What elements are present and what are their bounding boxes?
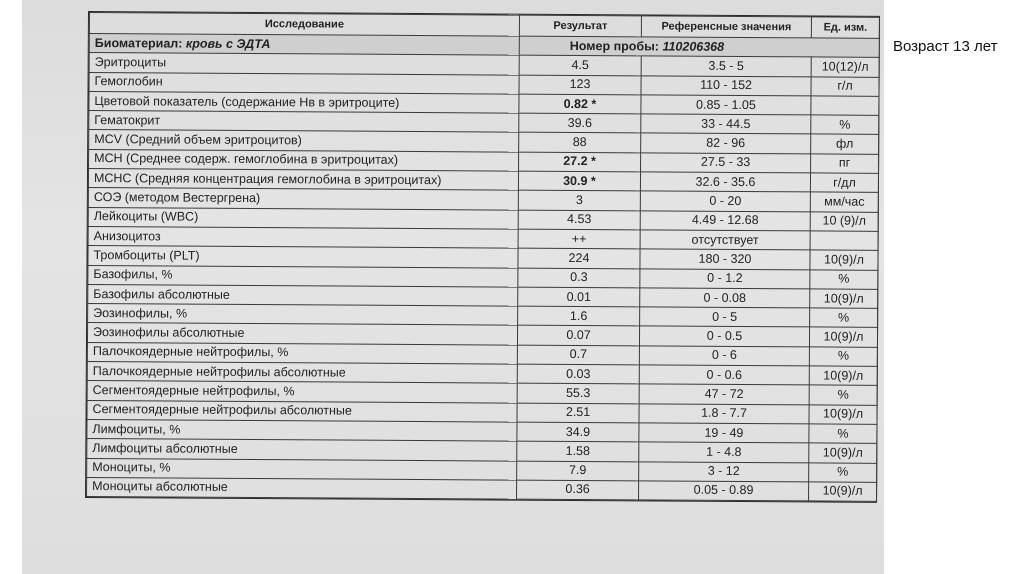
cell-unit: 10(9)/л: [810, 289, 878, 309]
cell-name: MCV (Средний объем эритроцитов): [89, 130, 519, 152]
table-row: [87, 477, 877, 501]
cell-result: 0.7: [517, 345, 639, 365]
header-reference: Референсные значения: [641, 16, 811, 38]
cell-result: 55.3: [517, 383, 639, 403]
cell-reference: 3.5 - 5: [641, 56, 811, 76]
cell-unit: [811, 96, 879, 116]
biomaterial-label: Биоматериал:: [94, 35, 186, 51]
cell-unit: 10(9)/л: [810, 250, 878, 270]
cell-result: 0.03: [517, 364, 639, 384]
cell-name: Эритроциты: [89, 53, 519, 75]
cell-reference: 32.6 - 35.6: [640, 172, 810, 192]
cell-name: Эозинофилы абсолютные: [87, 323, 517, 345]
cell-result: ++: [518, 229, 640, 249]
cell-unit: 10(9)/л: [809, 366, 877, 386]
cell-reference: 1 - 4.8: [639, 442, 809, 462]
cell-result: 27.2 *: [519, 152, 641, 172]
cell-name: Гематокрит: [89, 111, 519, 133]
cell-result: 0.3: [518, 268, 640, 288]
cell-unit: г/дл: [810, 173, 878, 193]
cell-reference: 27.5 - 33: [641, 153, 811, 173]
cell-name: Анизоцитоз: [88, 226, 518, 248]
cell-reference: 0 - 1.2: [640, 268, 810, 288]
cell-reference: 82 - 96: [641, 133, 811, 153]
cell-reference: 0 - 0.5: [639, 326, 809, 346]
header-test: Исследование: [89, 13, 519, 37]
cell-result: 1.58: [517, 441, 639, 461]
cell-reference: 0 - 20: [640, 191, 810, 211]
cell-name: MCH (Среднее содерж. гемоглобина в эритроцитах): [89, 149, 519, 171]
results-table: [86, 12, 880, 502]
cell-name: Палочкоядерные нейтрофилы, %: [87, 342, 517, 364]
cell-name: MCHC (Средняя концентрация гемоглобина в эритроцитах): [88, 169, 518, 191]
cell-name: Палочкоядерные нейтрофилы абсолютные: [87, 362, 517, 384]
cell-unit: 10(9)/л: [809, 405, 877, 425]
cell-unit: 10(9)/л: [809, 327, 877, 347]
cell-result: 0.01: [518, 287, 640, 307]
cell-unit: 10(9)/л: [809, 482, 877, 502]
cell-result: 0.36: [517, 480, 639, 500]
cell-reference: 4.49 - 12.68: [640, 211, 810, 231]
cell-reference: 1.8 - 7.7: [639, 404, 809, 424]
cell-reference: отсутствует: [640, 230, 810, 250]
cell-result: 4.53: [518, 210, 640, 230]
cell-unit: мм/час: [810, 192, 878, 212]
cell-result: 3: [518, 191, 640, 211]
header-result: Результат: [519, 15, 641, 37]
cell-name: Сегментоядерные нейтрофилы абсолютные: [87, 400, 517, 422]
cell-name: Лейкоциты (WBC): [88, 207, 518, 229]
cell-reference: 180 - 320: [640, 249, 810, 269]
cell-reference: 33 - 44.5: [641, 114, 811, 134]
lab-results-sheet: [85, 11, 880, 503]
age-value: 13 лет: [953, 38, 998, 55]
cell-result: 0.82 *: [519, 94, 641, 114]
cell-reference: 3 - 12: [639, 461, 809, 481]
cell-reference: 0 - 0.08: [640, 288, 810, 308]
cell-unit: %: [809, 424, 877, 444]
cell-name: Цветовой показатель (содержание Нв в эритроците): [89, 91, 519, 113]
cell-reference: 0 - 6: [639, 346, 809, 366]
cell-result: 0.07: [517, 326, 639, 346]
cell-unit: [810, 231, 878, 251]
cell-unit: %: [811, 115, 879, 135]
cell-result: 123: [519, 75, 641, 95]
cell-unit: г/л: [811, 77, 879, 97]
cell-name: Сегментоядерные нейтрофилы, %: [87, 381, 517, 403]
sample-label: Номер пробы:: [569, 38, 663, 54]
cell-name: СОЭ (методом Вестергрена): [88, 188, 518, 210]
cell-reference: 0.05 - 0.89: [639, 481, 809, 501]
cell-unit: %: [809, 385, 877, 405]
cell-result: 7.9: [517, 461, 639, 481]
cell-unit: %: [809, 347, 877, 367]
cell-name: Эозинофилы, %: [88, 304, 518, 326]
cell-reference: 0 - 0.6: [639, 365, 809, 385]
cell-reference: 0.85 - 1.05: [641, 95, 811, 115]
cell-unit: фл: [811, 134, 879, 154]
age-label: Возраст: [893, 38, 950, 55]
cell-unit: пг: [811, 154, 879, 174]
cell-name: Тромбоциты (PLT): [88, 246, 518, 268]
cell-unit: %: [810, 308, 878, 328]
cell-result: 39.6: [519, 113, 641, 133]
cell-name: Лимфоциты абсолютные: [87, 439, 517, 461]
cell-name: Лимфоциты, %: [87, 419, 517, 441]
cell-name: Моноциты абсолютные: [87, 477, 517, 499]
cell-result: 30.9 *: [518, 171, 640, 191]
cell-name: Базофилы абсолютные: [88, 284, 518, 306]
biomaterial-cell: [89, 34, 519, 56]
sample-number: 110206368: [662, 39, 725, 54]
cell-result: 224: [518, 248, 640, 268]
cell-reference: 47 - 72: [639, 384, 809, 404]
cell-unit: %: [809, 462, 877, 482]
cell-unit: %: [810, 269, 878, 289]
cell-unit: 10(12)/л: [811, 57, 879, 77]
cell-name: Моноциты, %: [87, 458, 517, 480]
cell-name: Гемоглобин: [89, 72, 519, 94]
cell-result: 4.5: [519, 55, 641, 75]
biomaterial-value: кровь с ЭДТА: [185, 36, 271, 51]
cell-unit: 10(9)/л: [809, 443, 877, 463]
cell-result: 1.6: [518, 306, 640, 326]
cell-reference: 110 - 152: [641, 75, 811, 95]
cell-unit: 10 (9)/л: [810, 212, 878, 232]
cell-result: 2.51: [517, 403, 639, 423]
age-note: [893, 38, 997, 55]
header-unit: Ед. изм.: [811, 17, 879, 38]
cell-result: 88: [519, 133, 641, 153]
sample-cell: [519, 36, 879, 57]
cell-result: 34.9: [517, 422, 639, 442]
cell-reference: 0 - 5: [640, 307, 810, 327]
cell-reference: 19 - 49: [639, 423, 809, 443]
cell-name: Базофилы, %: [88, 265, 518, 287]
